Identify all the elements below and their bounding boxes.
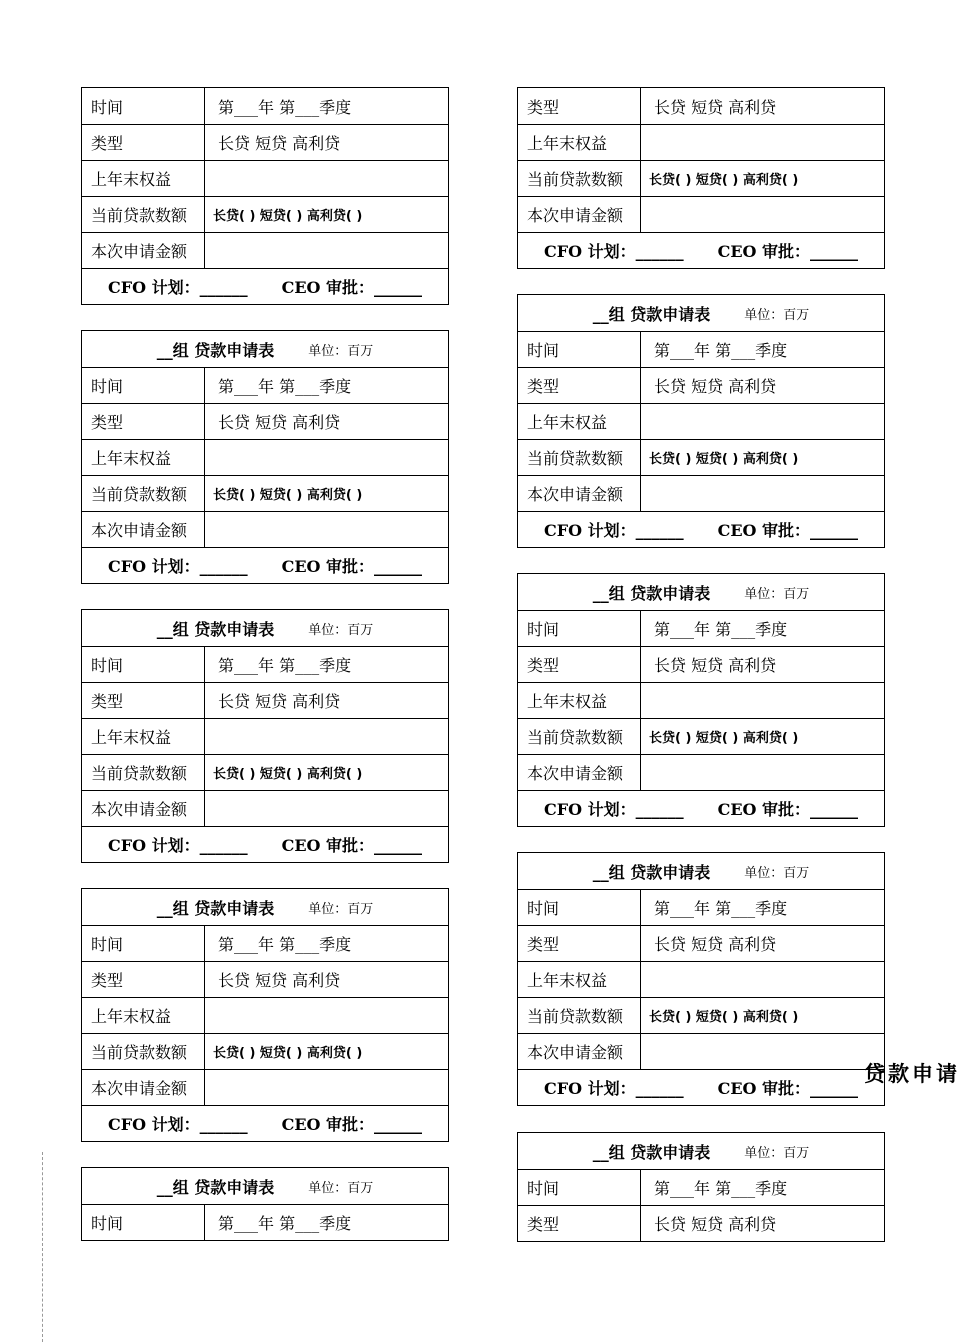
ceo-approval: CEO 审批：______ [717, 242, 859, 261]
ceo-approval: CEO 审批：______ [717, 521, 859, 540]
value-request-amount [641, 197, 884, 232]
label-type: 类型 [518, 368, 641, 403]
value-time: 第___年 第___季度 [218, 97, 352, 117]
label-type: 类型 [518, 88, 641, 124]
form-title: __组 贷款申请表 [592, 862, 711, 882]
ceo-approval: CEO 审批：______ [717, 800, 859, 819]
value-time: 第___年 第___季度 [218, 656, 352, 675]
label-equity: 上年末权益 [82, 719, 205, 754]
label-current-loan: 当前贷款数额 [82, 1034, 205, 1069]
loan-form-right-2 [517, 294, 885, 548]
form-unit: 单位：百万 [308, 622, 374, 638]
label-equity: 上年末权益 [82, 998, 205, 1033]
form-title: __组 贷款申请表 [592, 583, 711, 603]
ceo-approval: CEO 审批：______ [281, 557, 423, 576]
value-time: 第___年 第___季度 [218, 1214, 352, 1233]
label-current-loan: 当前贷款数额 [82, 755, 205, 790]
side-title: 贷款申请 [864, 1062, 960, 1086]
label-time: 时间 [518, 611, 641, 646]
value-request-amount [641, 755, 884, 790]
cfo-plan: CFO 计划：______ [543, 521, 684, 540]
value-type: 长贷 短贷 高利贷 [654, 377, 777, 396]
label-request-amount: 本次申请金额 [82, 512, 205, 547]
label-equity: 上年末权益 [518, 404, 641, 439]
label-request-amount: 本次申请金额 [518, 197, 641, 232]
value-time: 第___年 第___季度 [654, 1179, 788, 1198]
cfo-plan: CFO 计划：______ [543, 242, 684, 261]
value-time: 第___年 第___季度 [218, 377, 352, 396]
label-type: 类型 [518, 926, 641, 961]
loan-form-left-5 [81, 1167, 449, 1241]
label-current-loan: 当前贷款数额 [518, 161, 641, 196]
value-request-amount [205, 1070, 448, 1105]
cfo-plan: CFO 计划：______ [543, 1079, 684, 1098]
label-time: 时间 [82, 647, 205, 682]
loan-form-right-3 [517, 573, 885, 827]
ceo-approval: CEO 审批：______ [281, 278, 423, 297]
value-equity [205, 161, 448, 196]
label-equity: 上年末权益 [518, 683, 641, 718]
value-current-loan: 长贷( ) 短贷( ) 高利贷( ) [213, 767, 363, 782]
value-type: 长贷 短贷 高利贷 [218, 692, 341, 711]
value-type: 长贷 短贷 高利贷 [218, 971, 341, 990]
loan-form-right-1 [517, 87, 885, 269]
label-time: 时间 [82, 926, 205, 961]
value-current-loan: 长贷( ) 短贷( ) 高利贷( ) [649, 452, 799, 467]
value-time: 第___年 第___季度 [654, 899, 788, 918]
label-type: 类型 [518, 647, 641, 682]
value-request-amount [205, 512, 448, 547]
value-current-loan: 长贷( ) 短贷( ) 高利贷( ) [649, 173, 799, 188]
value-type: 长贷 短贷 高利贷 [654, 1215, 777, 1234]
label-equity: 上年末权益 [518, 125, 641, 160]
form-title: __组 贷款申请表 [156, 340, 275, 360]
label-time: 时间 [82, 1205, 205, 1240]
cfo-plan: CFO 计划：______ [107, 557, 248, 576]
label-request-amount: 本次申请金额 [82, 791, 205, 826]
label-time: 时间 [82, 88, 205, 124]
value-request-amount [641, 476, 884, 511]
label-request-amount: 本次申请金额 [82, 233, 205, 268]
value-equity [205, 719, 448, 754]
label-request-amount: 本次申请金额 [518, 1034, 641, 1069]
label-equity: 上年末权益 [82, 440, 205, 475]
cfo-plan: CFO 计划：______ [107, 836, 248, 855]
label-equity: 上年末权益 [82, 161, 205, 196]
value-equity [641, 683, 884, 718]
label-type: 类型 [82, 962, 205, 997]
value-time: 第___年 第___季度 [654, 620, 788, 639]
value-time: 第___年 第___季度 [218, 935, 352, 954]
value-current-loan: 长贷( ) 短贷( ) 高利贷( ) [213, 209, 363, 224]
value-type: 长贷 短贷 高利贷 [654, 97, 777, 117]
value-time: 第___年 第___季度 [654, 341, 788, 360]
label-request-amount: 本次申请金额 [518, 476, 641, 511]
value-current-loan: 长贷( ) 短贷( ) 高利贷( ) [213, 1046, 363, 1061]
cfo-plan: CFO 计划：______ [107, 1115, 248, 1134]
form-title: __组 贷款申请表 [156, 1177, 275, 1197]
loan-form-left-1 [81, 87, 449, 305]
cfo-plan: CFO 计划：______ [107, 278, 248, 297]
value-request-amount [205, 233, 448, 268]
form-unit: 单位：百万 [308, 901, 374, 917]
form-unit: 单位：百万 [308, 343, 374, 359]
value-equity [641, 404, 884, 439]
label-current-loan: 当前贷款数额 [518, 719, 641, 754]
label-time: 时间 [518, 1170, 641, 1205]
value-request-amount [205, 791, 448, 826]
form-unit: 单位：百万 [744, 586, 810, 602]
label-request-amount: 本次申请金额 [82, 1070, 205, 1105]
label-type: 类型 [82, 125, 205, 160]
label-time: 时间 [518, 890, 641, 925]
value-equity [205, 998, 448, 1033]
loan-form-left-3 [81, 609, 449, 863]
form-unit: 单位：百万 [744, 1145, 810, 1161]
loan-form-left-2 [81, 330, 449, 584]
value-equity [641, 962, 884, 997]
ceo-approval: CEO 审批：______ [281, 836, 423, 855]
label-current-loan: 当前贷款数额 [518, 998, 641, 1033]
loan-form-left-4 [81, 888, 449, 1142]
form-title: __组 贷款申请表 [156, 898, 275, 918]
value-type: 长贷 短贷 高利贷 [218, 413, 341, 432]
value-equity [641, 125, 884, 160]
label-type: 类型 [82, 683, 205, 718]
value-equity [205, 440, 448, 475]
form-unit: 单位：百万 [744, 865, 810, 881]
label-type: 类型 [518, 1206, 641, 1241]
ceo-approval: CEO 审批：______ [281, 1115, 423, 1134]
label-time: 时间 [518, 332, 641, 367]
form-unit: 单位：百万 [308, 1180, 374, 1196]
value-type: 长贷 短贷 高利贷 [654, 656, 777, 675]
label-type: 类型 [82, 404, 205, 439]
value-current-loan: 长贷( ) 短贷( ) 高利贷( ) [649, 1010, 799, 1025]
label-current-loan: 当前贷款数额 [82, 197, 205, 232]
cfo-plan: CFO 计划：______ [543, 800, 684, 819]
value-current-loan: 长贷( ) 短贷( ) 高利贷( ) [649, 731, 799, 746]
form-title: __组 贷款申请表 [592, 1142, 711, 1162]
value-type: 长贷 短贷 高利贷 [654, 935, 777, 954]
form-unit: 单位：百万 [744, 307, 810, 323]
value-current-loan: 长贷( ) 短贷( ) 高利贷( ) [213, 488, 363, 503]
loan-form-right-4 [517, 852, 885, 1106]
value-request-amount [641, 1034, 884, 1069]
label-current-loan: 当前贷款数额 [82, 476, 205, 511]
form-title: __组 贷款申请表 [592, 304, 711, 324]
cut-guide-line [42, 1152, 43, 1342]
label-time: 时间 [82, 368, 205, 403]
ceo-approval: CEO 审批：______ [717, 1079, 859, 1098]
loan-form-right-5 [517, 1132, 885, 1242]
label-equity: 上年末权益 [518, 962, 641, 997]
form-title: __组 贷款申请表 [156, 619, 275, 639]
value-type: 长贷 短贷 高利贷 [218, 134, 341, 153]
label-request-amount: 本次申请金额 [518, 755, 641, 790]
label-current-loan: 当前贷款数额 [518, 440, 641, 475]
